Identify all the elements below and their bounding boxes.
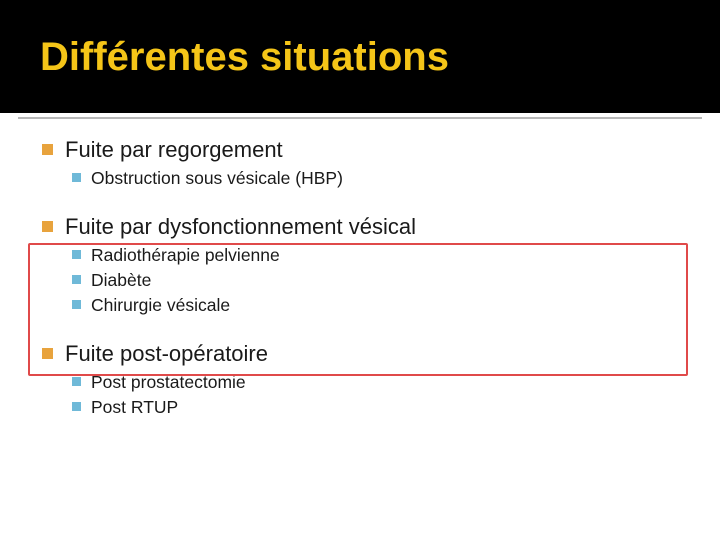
bullet-level1-text: Fuite post-opératoire [65, 341, 268, 366]
bullet-group-3 [0, 340, 720, 419]
square-bullet-icon [72, 275, 81, 284]
list-item [0, 136, 720, 164]
square-bullet-icon [72, 300, 81, 309]
list-item [0, 166, 720, 190]
list-item [0, 268, 720, 292]
page-title: Différentes situations [40, 35, 449, 79]
square-bullet-icon [72, 402, 81, 411]
bullet-level2-text: Radiothérapie pelvienne [91, 245, 280, 265]
square-bullet-icon [72, 173, 81, 182]
bullet-level2-text: Post prostatectomie [91, 372, 246, 392]
title-divider [18, 117, 702, 119]
bullet-level2-text: Obstruction sous vésicale (HBP) [91, 168, 343, 188]
bullet-group-2 [0, 213, 720, 317]
list-item [0, 293, 720, 317]
spacer [0, 191, 720, 213]
list-item [0, 243, 720, 267]
square-bullet-icon [72, 377, 81, 386]
bullet-level1-text: Fuite par dysfonctionnement vésical [65, 214, 416, 239]
bullet-level2-text: Chirurgie vésicale [91, 295, 231, 315]
title-bar [0, 0, 720, 113]
spacer [0, 318, 720, 340]
square-bullet-icon [72, 250, 81, 259]
slide-body [0, 136, 720, 420]
bullet-level1-text: Fuite par regorgement [65, 137, 283, 162]
list-item [0, 213, 720, 241]
square-bullet-icon [42, 348, 53, 359]
square-bullet-icon [42, 144, 53, 155]
list-item [0, 395, 720, 419]
list-item [0, 340, 720, 368]
bullet-level2-text: Diabète [91, 270, 152, 290]
square-bullet-icon [42, 221, 53, 232]
bullet-group-1 [0, 136, 720, 190]
list-item [0, 370, 720, 394]
bullet-level2-text: Post RTUP [91, 397, 179, 417]
